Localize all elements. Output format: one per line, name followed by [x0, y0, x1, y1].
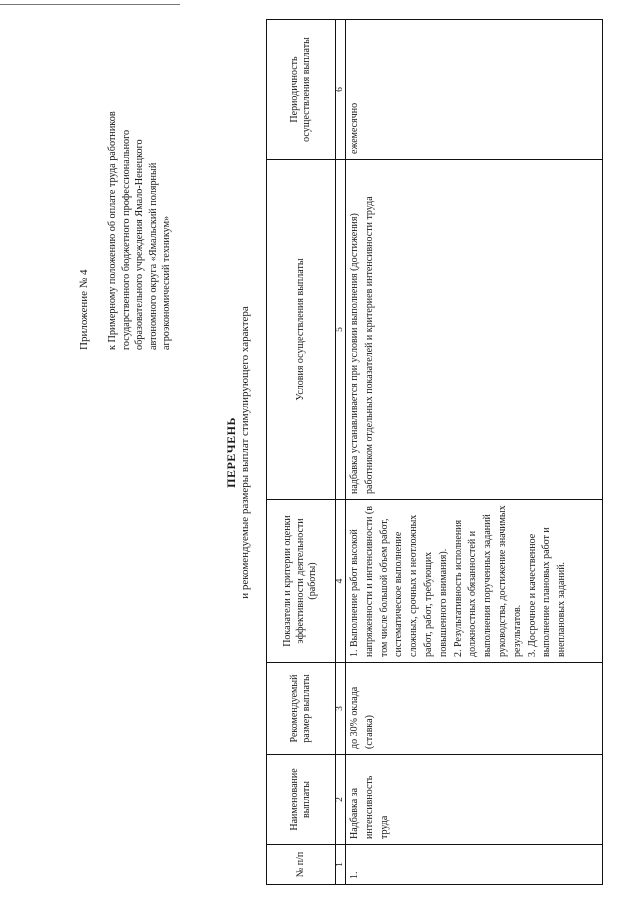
header-size: Рекомендуемый размер выплаты [267, 663, 336, 755]
column-number: 6 [336, 20, 346, 160]
column-number: 5 [336, 160, 346, 500]
column-number: 1 [336, 845, 346, 885]
criterion-item: 1. Выполнение работ высокой напряженности и интенсивности (в том числе большой объем работ, систематическое выполнение сложных, срочных и неотложных работ, работ, требующих повышенного внимания). [349, 506, 449, 657]
table-header-row [267, 20, 336, 885]
document-subtitle: и рекомендуемые размеры выплат стимулирующего характера [239, 306, 251, 599]
criterion-item: 2. Результативность исполнения должностных обязанностей и выполнения порученных заданий руководства, достижение значимых результатов. [452, 505, 523, 657]
document-title: ПЕРЕЧЕНЬ [224, 417, 238, 488]
header-period: Периодичность осуществления выплаты [267, 20, 336, 160]
table-row [346, 20, 603, 885]
header-conditions: Условия осуществления выплаты [267, 160, 336, 500]
appendix-reference: к Примерному положению об оплате труда работников государственного бюджетного профессионального образовательного учреждения Ямало-Ненецкого автономного округа «Ямальский полярный агроэкономический техникум» [107, 111, 172, 350]
column-number: 3 [336, 663, 346, 755]
column-number-row [336, 20, 346, 885]
payment-size: до 30% оклада (ставка) [346, 663, 603, 755]
header-name: Наименование выплаты [267, 755, 336, 845]
column-number: 2 [336, 755, 346, 845]
appendix-label: Приложение № 4 [78, 269, 90, 350]
payment-period: ежемесячно [346, 20, 603, 160]
payment-criteria [346, 500, 603, 663]
header-criteria: Показатели и критерии оценки эффективности деятельности (работы) [267, 500, 336, 663]
payment-conditions: надбавка устанавливается при условии выполнения (достижения) работником отдельных показателей и критериев интенсивности труда [346, 160, 603, 500]
criterion-item: 3. Досрочное и качественное выполнение плановых работ и внеплановых заданий. [526, 527, 568, 657]
payment-name: Надбавка за интенсивность труда [346, 755, 603, 845]
payments-table [266, 19, 603, 885]
column-number: 4 [336, 500, 346, 663]
header-number: № п/п [267, 845, 336, 885]
row-number: 1. [346, 845, 603, 885]
